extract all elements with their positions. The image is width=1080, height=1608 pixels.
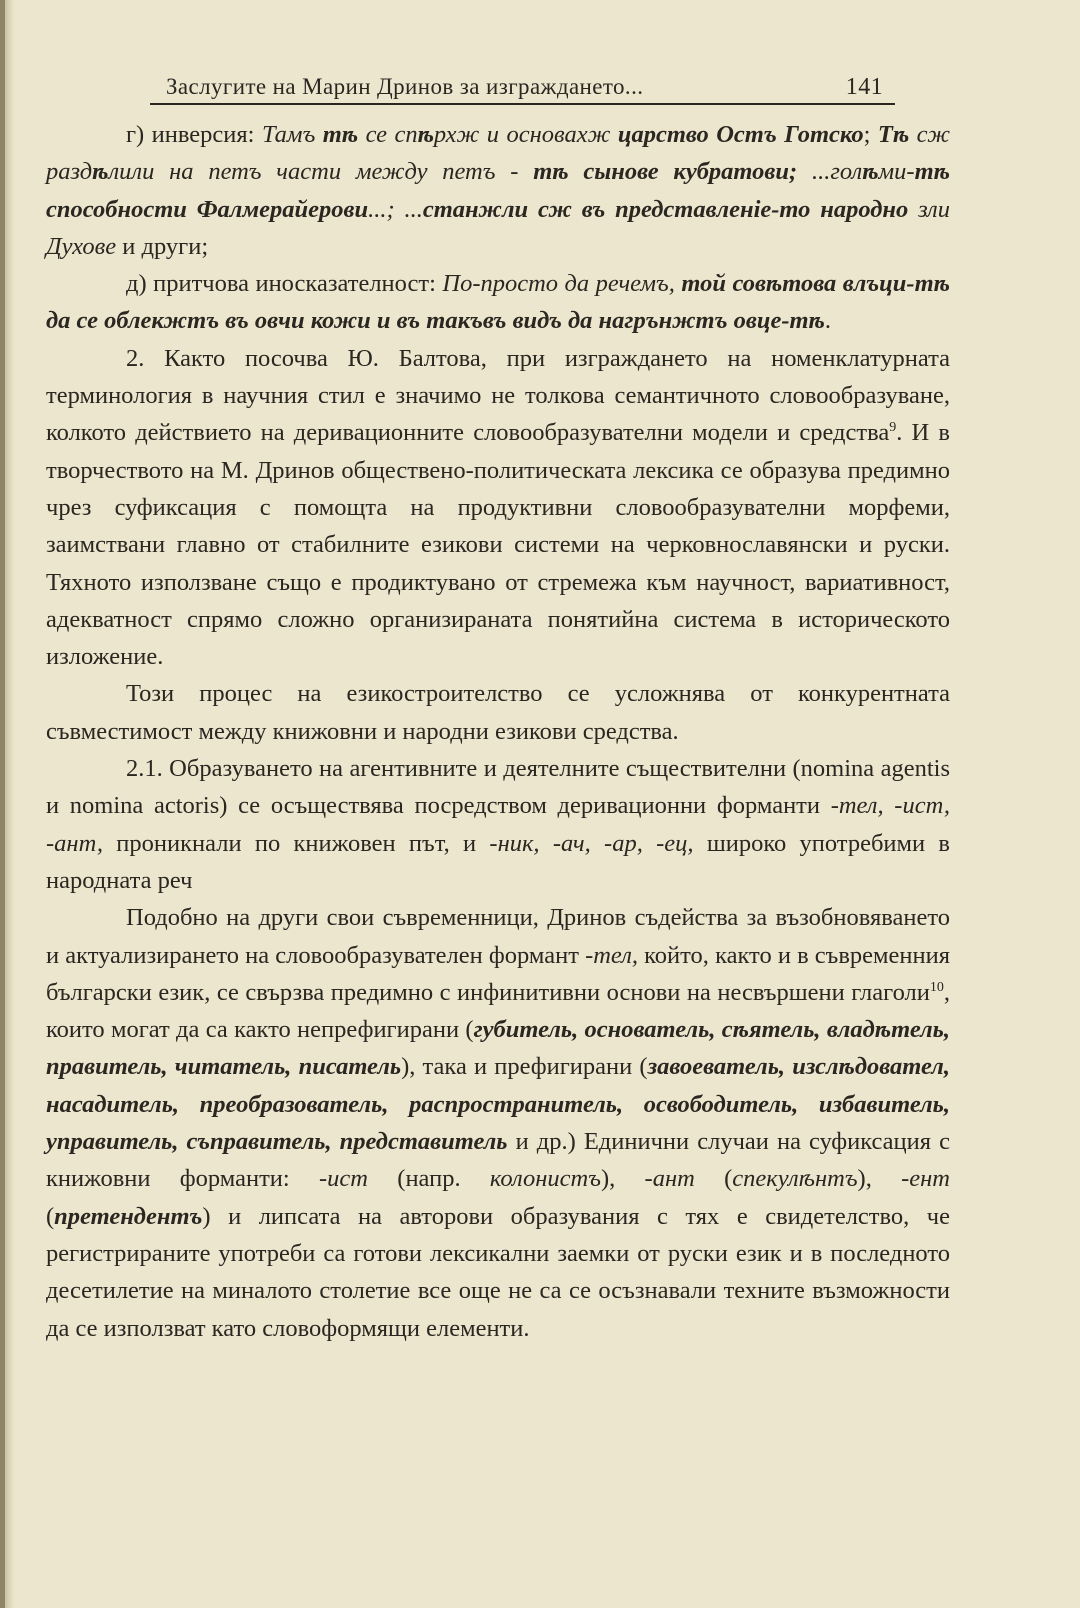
page-body: [46, 116, 950, 1347]
page-number: 141: [845, 74, 883, 100]
paragraph-allegory: д) притчова иносказателност: По-просто да речемъ, той совѣтова влъци-тѣ да се облекжтъ въ овчи кожи и въ такъвъ видъ да нагрънжтъ овце-тѣ.: [46, 270, 950, 335]
footnote-ref-9: 9: [889, 420, 897, 436]
paragraph-language-building: Този процес на езикостроителство се усложнява от конкурентната съвместимост между книжовни и народни езикови средства.: [46, 680, 950, 745]
running-header-title: Заслугите на Марин Дринов за изграждането...: [166, 74, 644, 99]
header-rule: [150, 103, 895, 105]
paragraph-drinov-formant: Подобно на други свои съвременници, Дринов съдейства за възобновяването и актуализирането на словообразувателен формант -тел, който, както и в съвременния български език, се свързва предимно с инфинитивни основи на несвършени глаголи$^{10}$, които могат да са както непрефигирани (губитель, основатель, сѣятель, владѣтель, правитель, читатель, писатель), така и префигирани (завоеватель, изслѣдовател, насадитель, преобразователь, распространитель, освободитель, избавитель, управитель, съправитель, представитель и др.) Единични случаи на суфиксация с книжовни форманти: -ист (напр. колонистъ), -ант (спекулѣнтъ), -ент (претендентъ) и липсата на авторови образувания с тях е свидетелство, че регистрираните употреби са готови лексикални заемки от руски език и в последното десетилетие на миналото столетие все още не са се осъзнавали техните възможности да се използват като словоформящи елементи.: [46, 904, 950, 1342]
paragraph-section-2-1: 2.1. Образуването на агентивните и деятелните съществителни (nomina agentis и nomina actoris) се осъществява посредством деривационни форманти -тел, -ист, -ант, проникнали по книжовен път, и -ник, -ач, -ар, -ец, широко употребими в народната реч: [46, 755, 951, 894]
paragraph-inversion: г) инверсия: Тамъ тѣ се спѣрхж и основахж царство Остъ Готско; Тѣ сж раздѣлили на петъ части между петъ - тѣ сынове кубратови; ...голѣми-тѣ способности Фалмерайерови...; ...станжли сж въ представленіе-то народно зли Духове и други;: [46, 121, 950, 260]
page-spine-edge: [0, 0, 5, 1608]
footnote-ref-10: 10: [929, 979, 944, 995]
paragraph-section-2: 2. Както посочва Ю. Балтова, при изграждането на номенклатурната терминология в научния стил е значимо не толкова семантичното словообразуване, колкото действието на деривационните словообразувателни модели и средства$^9$. И в творчеството на М. Дринов обществено-политическата лексика се образува предимно чрез суфиксация с помощта на продуктивни словообразувателни морфеми, заимствани главно от стабилните езикови системи на черковнославянски и руски. Тяхното използване също е продиктувано от стремежа към научност, вариативност, адекватност спрямо сложно организираната понятийна система в историческото изложение.: [46, 344, 950, 671]
